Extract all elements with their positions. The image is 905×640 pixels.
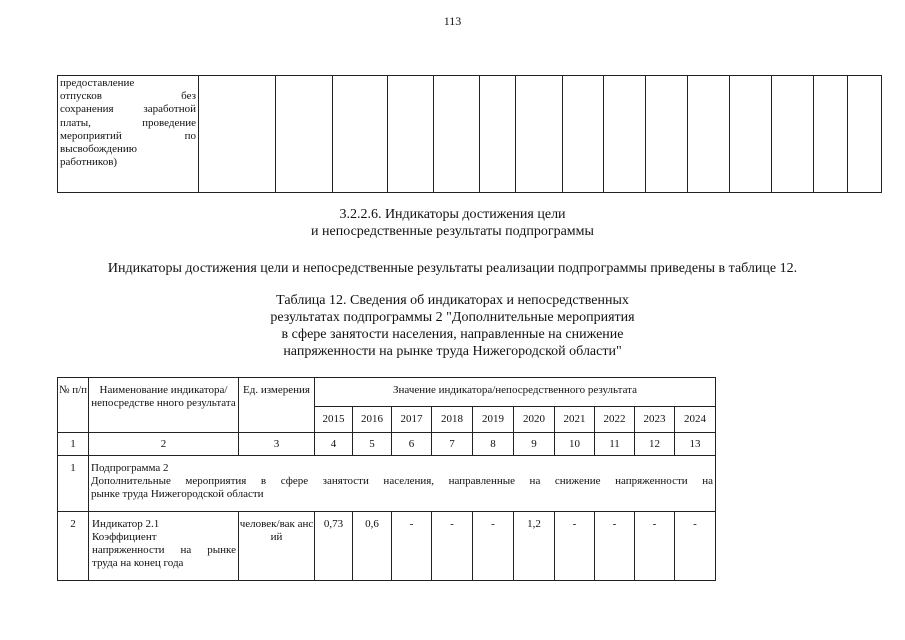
table-caption-line: в сфере занятости населения, направленные на снижение [281, 327, 624, 342]
indicator-name-line: напряженности на рынке [92, 544, 236, 556]
empty-cell [772, 76, 814, 193]
column-number: 7 [432, 433, 473, 456]
column-number: 13 [675, 433, 716, 456]
indicator-value: - [392, 512, 432, 581]
fragment-line: сохранения заработной [60, 103, 196, 116]
fragment-line: работников) [60, 156, 118, 169]
empty-cell [604, 76, 646, 193]
indicator-value: - [555, 512, 595, 581]
year-cell: 2018 [432, 407, 473, 433]
indicator-name-line: Коэффициент [92, 531, 157, 543]
fragment-line: мероприятий по [60, 129, 196, 142]
subprogram-title: Подпрограмма 2 [91, 462, 169, 474]
year-cell: 2023 [635, 407, 675, 433]
empty-cell [276, 76, 333, 193]
fragment-line: платы, проведение [60, 116, 196, 129]
year-cell: 2019 [473, 407, 514, 433]
subprogram-description: Дополнительные мероприятия в сфере занятости населения, направленные на снижение напряженности на [91, 475, 713, 487]
header-num: № п/п [58, 378, 89, 433]
empty-cell [480, 76, 516, 193]
column-number: 9 [514, 433, 555, 456]
empty-cell [688, 76, 730, 193]
section-heading [0, 206, 905, 240]
column-number: 1 [58, 433, 89, 456]
empty-cell [434, 76, 480, 193]
header-row [58, 378, 716, 407]
year-cell: 2017 [392, 407, 432, 433]
table-caption-line: результатах подпрограммы 2 "Дополнительные мероприятия [270, 310, 635, 325]
empty-cell [814, 76, 848, 193]
column-number: 11 [595, 433, 635, 456]
table-caption-line: напряженности на рынке труда Нижегородской области" [283, 344, 622, 359]
column-number: 2 [89, 433, 239, 456]
continued-table-fragment [57, 75, 882, 193]
year-cell: 2020 [514, 407, 555, 433]
indicator-name-line: труда на конец года [92, 557, 184, 569]
header-unit: Ед. измерения [239, 378, 315, 433]
indicator-value: - [675, 512, 716, 581]
indicator-name-line: Индикатор 2.1 [92, 518, 160, 530]
empty-cell [199, 76, 276, 193]
column-number-row [58, 433, 716, 456]
indicator-value: - [473, 512, 514, 581]
year-cell: 2016 [353, 407, 392, 433]
year-cell: 2022 [595, 407, 635, 433]
section-heading-line: 3.2.2.6. Индикаторы достижения цели [339, 207, 566, 222]
empty-cell [333, 76, 388, 193]
column-number: 5 [353, 433, 392, 456]
indicator-value: 1,2 [514, 512, 555, 581]
year-cell: 2024 [675, 407, 716, 433]
indicator-value: 0,73 [315, 512, 353, 581]
indicator-value: - [432, 512, 473, 581]
year-cell: 2015 [315, 407, 353, 433]
indicator-name [89, 512, 239, 581]
column-number: 6 [392, 433, 432, 456]
indicator-value: - [595, 512, 635, 581]
column-number: 12 [635, 433, 675, 456]
fragment-line: предоставление [60, 77, 135, 89]
section-row-num: 1 [58, 456, 89, 512]
empty-cell [516, 76, 563, 193]
empty-cell [563, 76, 604, 193]
empty-cell [848, 76, 882, 193]
page-number: 113 [443, 14, 462, 28]
table-caption [0, 292, 905, 360]
year-cell: 2021 [555, 407, 595, 433]
section-heading-line: и непосредственные результаты подпрограммы [311, 224, 594, 239]
header-name: Наименование индикатора/непосредстве нного результата [89, 378, 239, 433]
column-number: 8 [473, 433, 514, 456]
fragment-row [58, 76, 882, 193]
subprogram-description: рынке труда Нижегородской области [91, 488, 264, 500]
body-paragraph: Индикаторы достижения цели и непосредственные результаты реализации подпрограммы приведены в таблице 12. [107, 261, 798, 276]
column-number: 4 [315, 433, 353, 456]
header-values-group: Значение индикатора/непосредственного результата [315, 378, 716, 407]
fragment-line: отпусков без [60, 90, 196, 103]
column-number: 3 [239, 433, 315, 456]
indicator-value: 0,6 [353, 512, 392, 581]
table-caption-line: Таблица 12. Сведения об индикаторах и непосредственных [276, 293, 629, 308]
indicator-row [58, 512, 716, 581]
indicators-table [57, 377, 716, 581]
empty-cell [730, 76, 772, 193]
indicator-value: - [635, 512, 675, 581]
section-row-title-cell [89, 456, 716, 512]
indicator-unit: человек/вак ансий [239, 512, 315, 581]
section-row [58, 456, 716, 512]
fragment-line: высвобождению [60, 143, 137, 156]
empty-cell [388, 76, 434, 193]
indicator-num: 2 [58, 512, 89, 581]
fragment-text-cell [58, 76, 199, 193]
empty-cell [646, 76, 688, 193]
column-number: 10 [555, 433, 595, 456]
